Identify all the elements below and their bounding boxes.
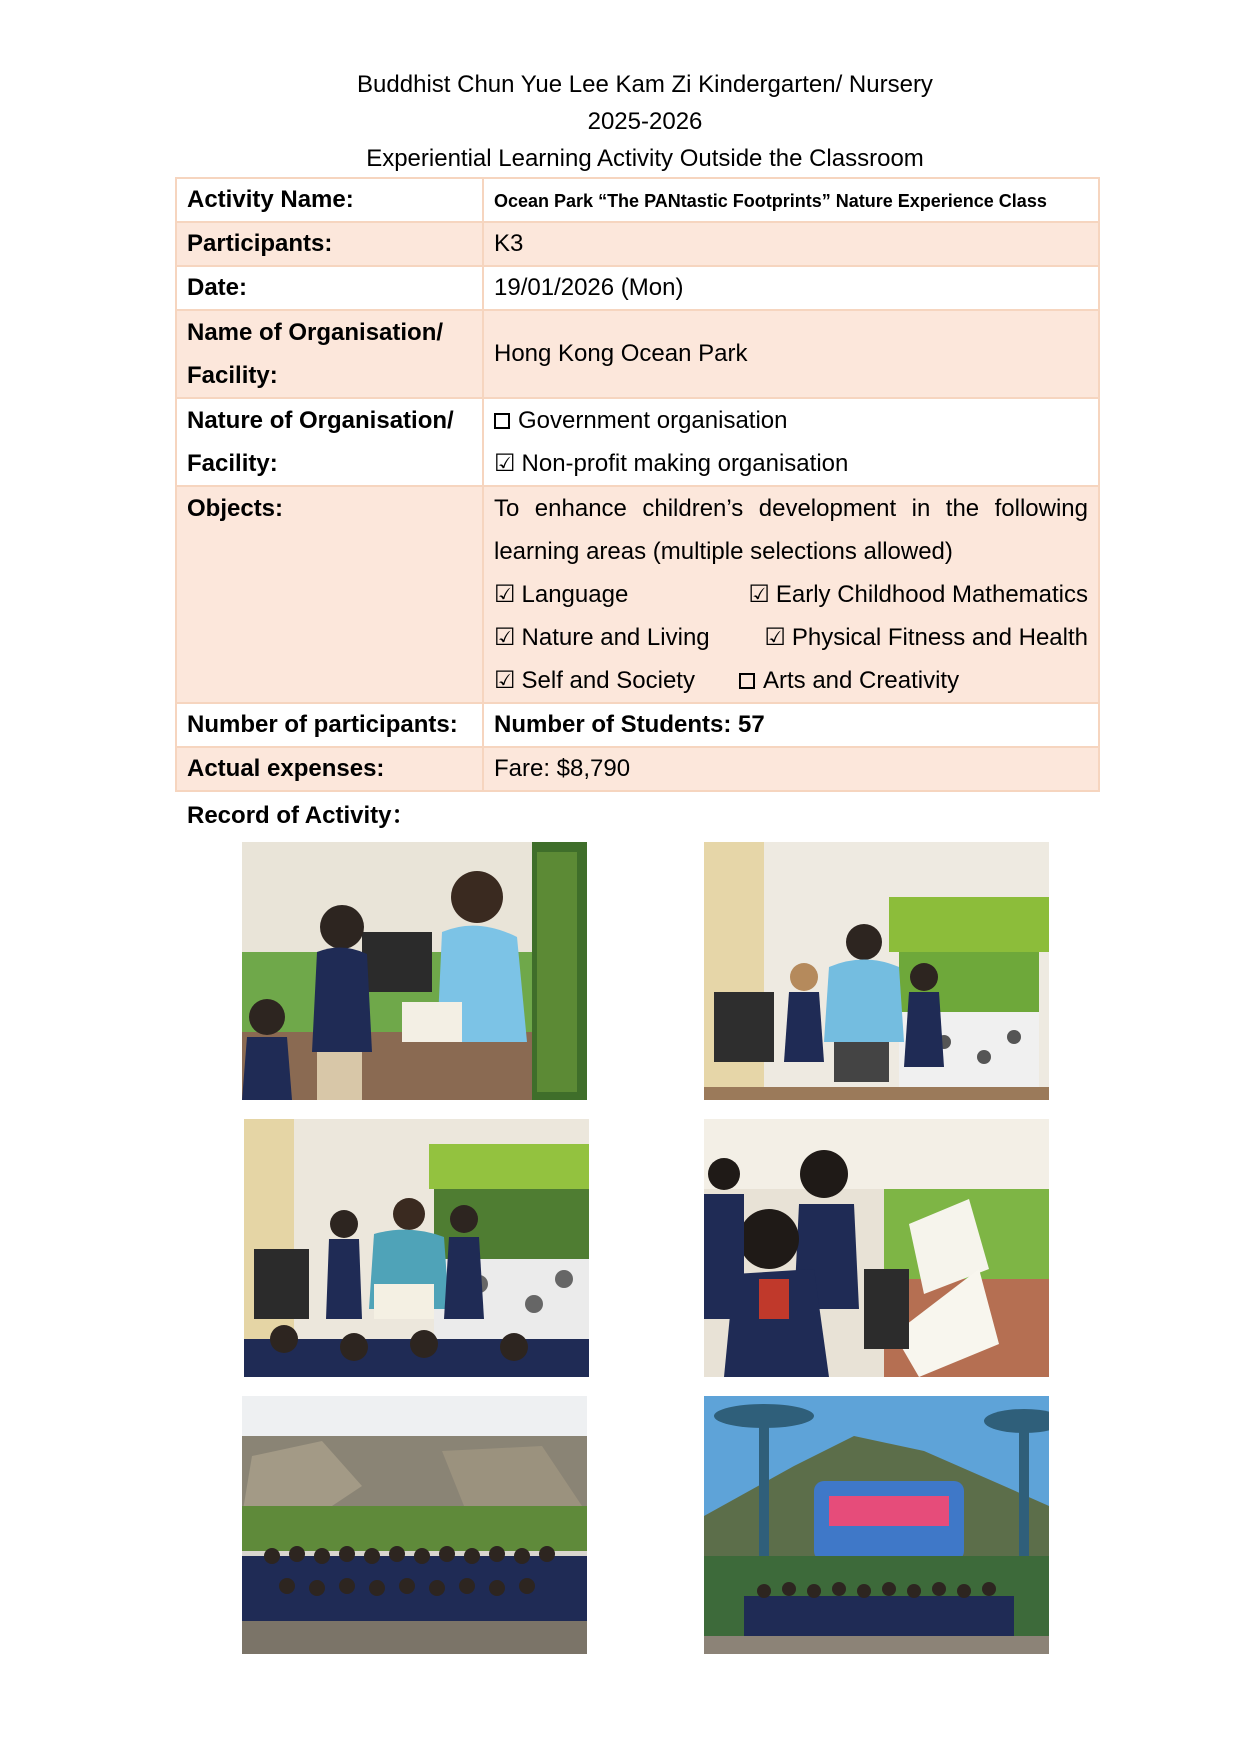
record-of-activity-label: Record of Activity： <box>187 802 416 829</box>
area-mathematics: ☑ Early Childhood Mathematics <box>748 573 1088 616</box>
row-objects <box>176 486 1099 703</box>
checked-box-icon: ☑ <box>494 450 516 477</box>
organisation-value: Hong Kong Ocean Park <box>483 310 1099 398</box>
objects-content <box>483 486 1099 703</box>
number-value: Number of Students: 57 <box>483 703 1099 747</box>
organisation-label: Name of Organisation/ Facility: <box>176 310 483 398</box>
nature-label: Nature of Organisation/ Facility: <box>176 398 483 486</box>
objects-intro-line2: learning areas (multiple selections allowed) <box>494 538 953 565</box>
expenses-value: Fare: $8,790 <box>483 747 1099 791</box>
expenses-label: Actual expenses: <box>176 747 483 791</box>
unchecked-box-icon <box>494 413 510 429</box>
checked-box-icon: ☑ <box>764 624 786 651</box>
activity-name-label: Activity Name: <box>176 178 483 222</box>
activity-photo-2 <box>704 842 1049 1100</box>
area-self-society: ☑ Self and Society <box>494 659 739 702</box>
nature-option-government: Government organisation <box>494 399 1088 442</box>
checked-box-icon: ☑ <box>494 667 516 694</box>
number-label: Number of participants: <box>176 703 483 747</box>
date-value: 19/01/2026 (Mon) <box>483 266 1099 310</box>
school-year: 2025-2026 <box>587 108 703 135</box>
area-nature-living: ☑ Nature and Living <box>494 616 710 659</box>
document-subtitle: Experiential Learning Activity Outside the Classroom <box>366 145 924 172</box>
checked-box-icon: ☑ <box>494 624 516 651</box>
unchecked-box-icon <box>739 673 755 689</box>
nature-option-nonprofit: ☑ Non-profit making organisation <box>494 442 1088 485</box>
objects-intro-line1: To enhance children’s development in the following <box>494 495 1088 522</box>
participants-value: K3 <box>483 222 1099 266</box>
checked-box-icon: ☑ <box>748 581 770 608</box>
date-label: Date: <box>176 266 483 310</box>
activity-photo-1 <box>242 842 587 1100</box>
activity-name-value: Ocean Park “The PANtastic Footprints” Nature Experience Class <box>483 178 1099 222</box>
row-number <box>176 703 1099 747</box>
objects-label: Objects: <box>176 486 483 703</box>
activity-photo-4 <box>704 1119 1049 1377</box>
activity-photo-6 <box>704 1396 1049 1654</box>
nature-options <box>483 398 1099 486</box>
activity-photo-5 <box>242 1396 587 1654</box>
row-date <box>176 266 1099 310</box>
objects-row-3 <box>494 659 1088 702</box>
row-organisation <box>176 310 1099 398</box>
checked-box-icon: ☑ <box>494 581 516 608</box>
row-activity-name <box>176 178 1099 222</box>
area-physical-fitness: ☑ Physical Fitness and Health <box>764 616 1088 659</box>
row-expenses <box>176 747 1099 791</box>
participants-label: Participants: <box>176 222 483 266</box>
row-participants <box>176 222 1099 266</box>
school-name: Buddhist Chun Yue Lee Kam Zi Kindergarten/ Nursery <box>357 71 933 98</box>
objects-row-1 <box>494 573 1088 616</box>
activity-info-table <box>175 177 1100 792</box>
activity-photo-3 <box>244 1119 589 1377</box>
objects-row-2 <box>494 616 1088 659</box>
document-header <box>0 66 1241 177</box>
area-language: ☑ Language <box>494 573 628 616</box>
row-nature <box>176 398 1099 486</box>
area-arts-creativity: Arts and Creativity <box>739 659 959 702</box>
